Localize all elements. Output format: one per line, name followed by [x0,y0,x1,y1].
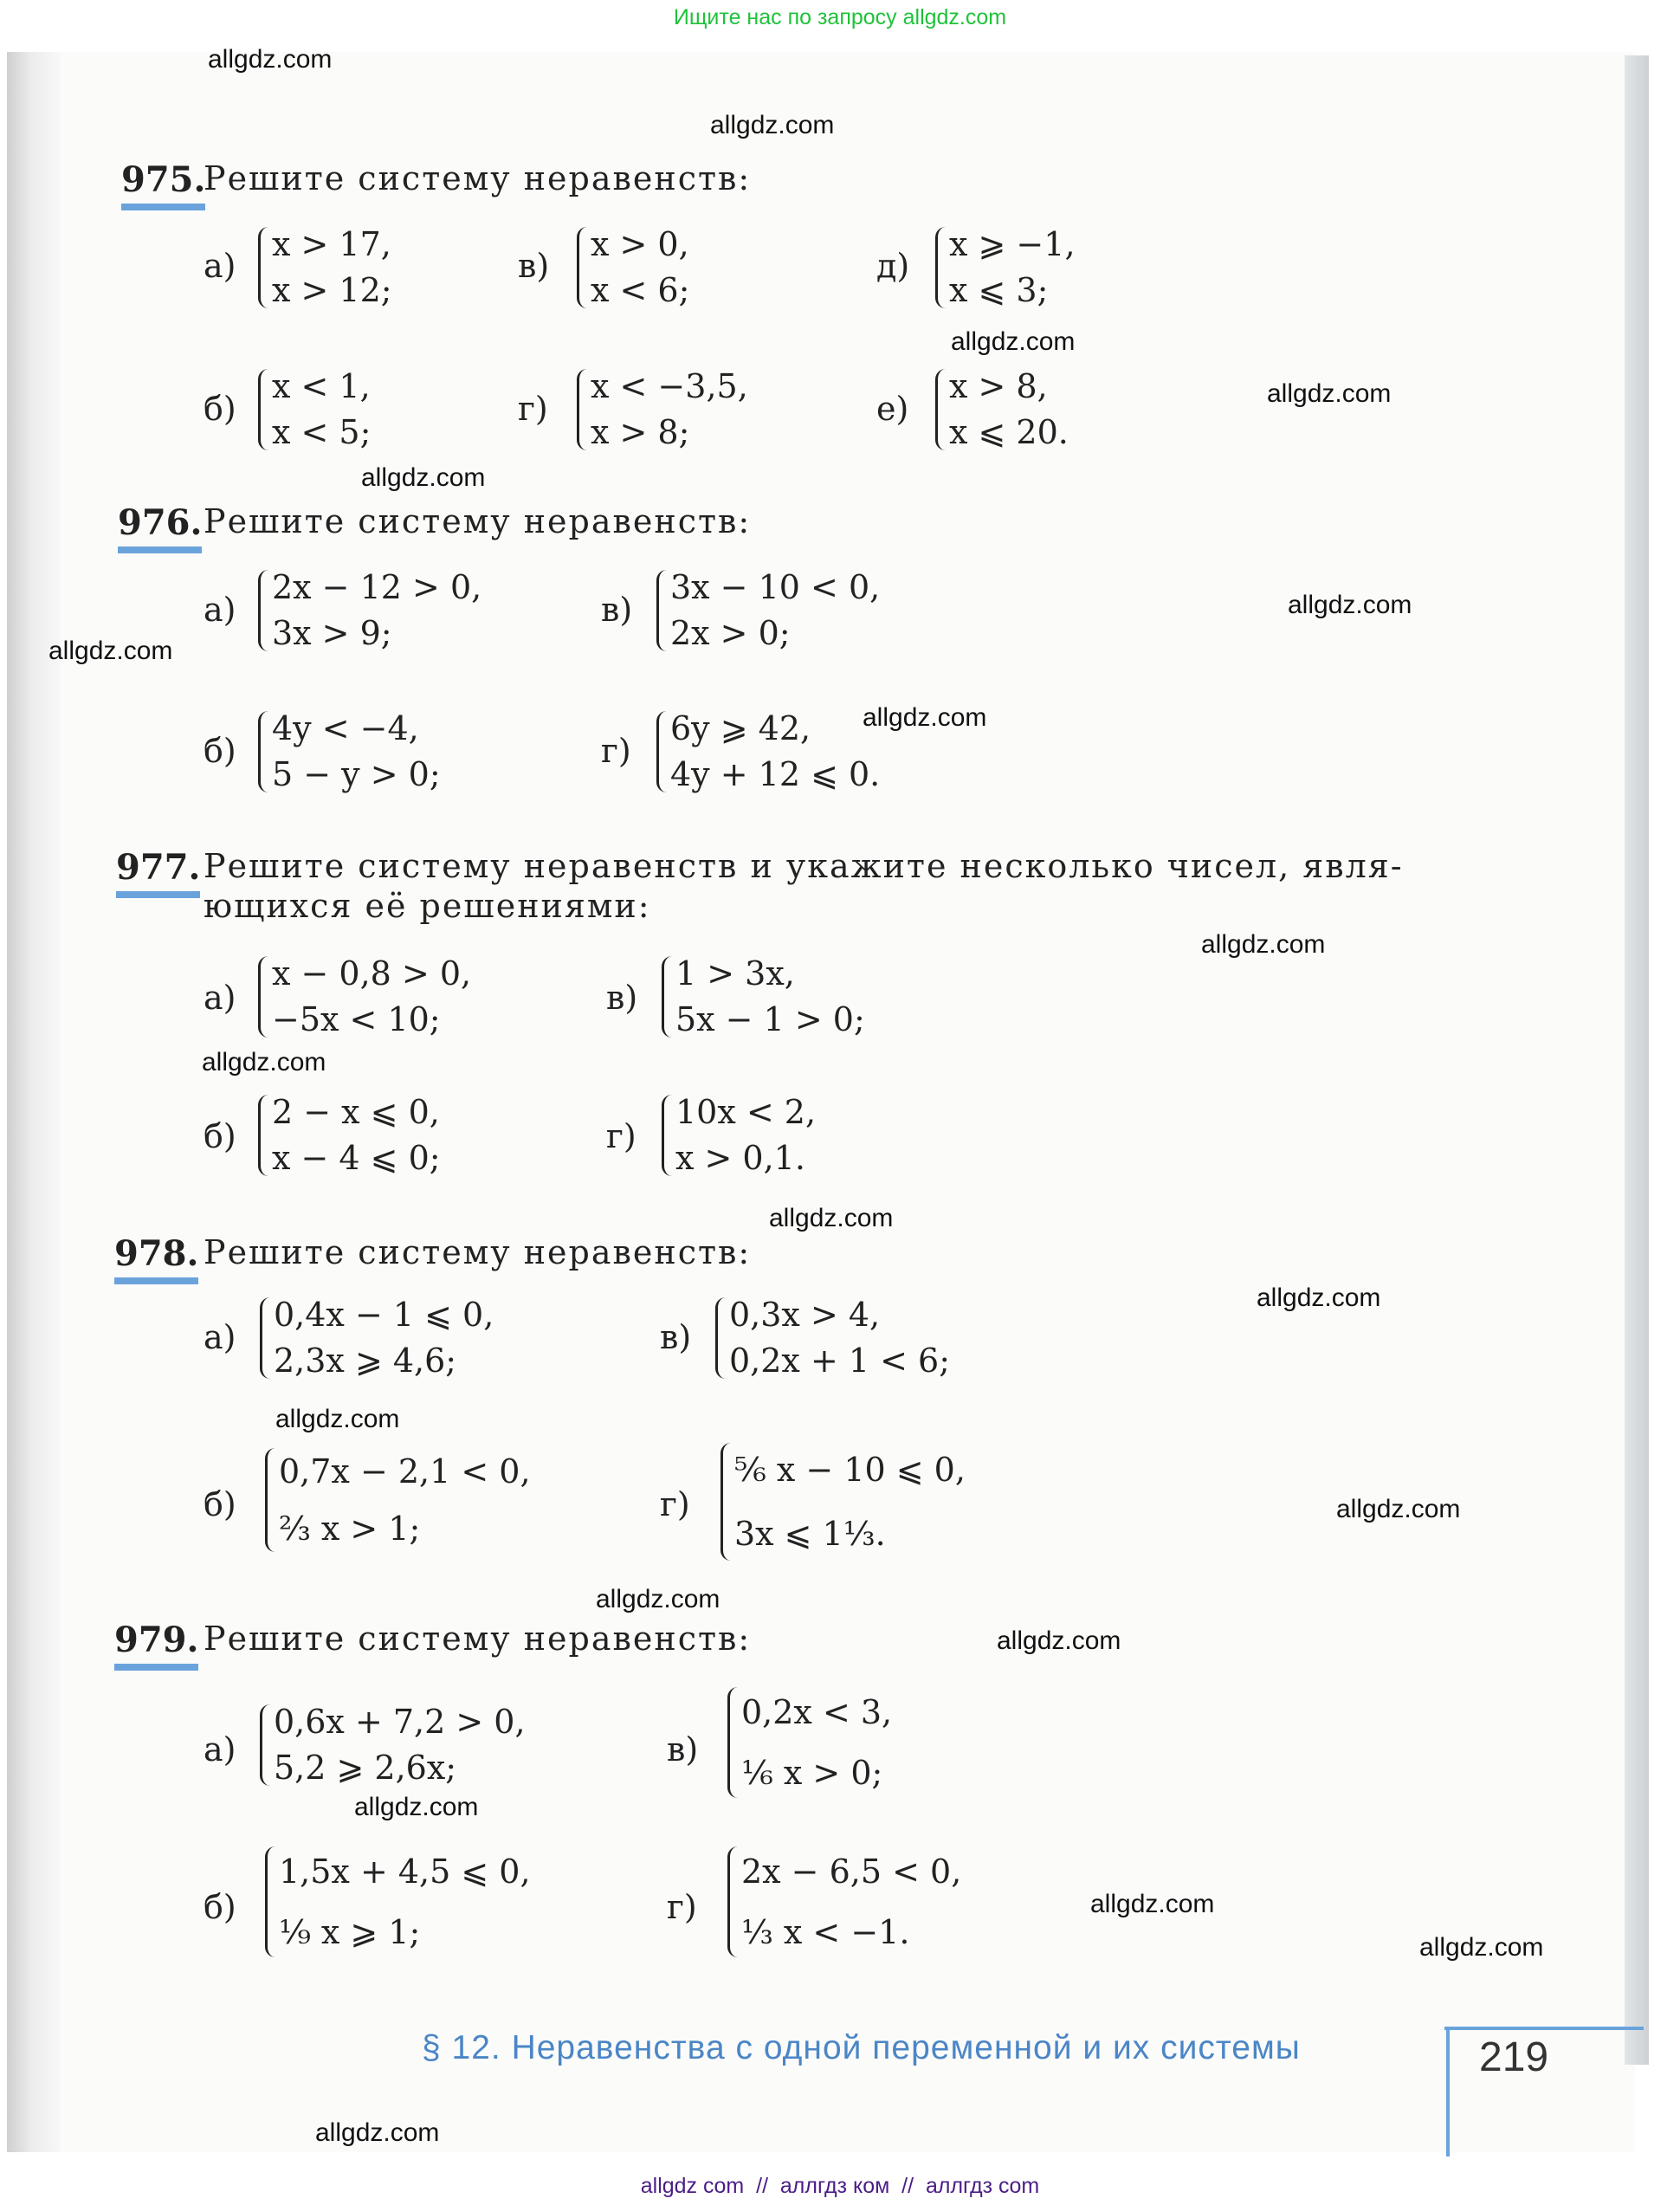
inequality-system: 2x − 12 > 0, 3x > 9; [256,565,481,656]
watermark: allgdz.com [997,1626,1121,1655]
problem-number: 975. [121,159,205,200]
inequality-system: x > 17, x > 12; [256,222,392,314]
watermark: allgdz.com [354,1793,479,1821]
inequality-system: x > 0, x < 6; [575,222,689,314]
page-right-edge [1625,55,1649,2065]
problem-number: 979. [114,1620,198,1660]
inequality-system: 0,3x > 4, 0,2x + 1 < 6; [714,1292,950,1384]
item-label: в) [606,979,638,1017]
footer-divider [1446,2028,1450,2157]
problem-statement: Решите систему неравенств: [204,1620,752,1658]
inequality-system: x ⩾ −1, x ⩽ 3; [934,222,1076,314]
inequality-system: 2 − x ⩽ 0, x − 4 ⩽ 0; [256,1090,441,1181]
inequality-system: 0,2x < 3, ¹⁄₆ x > 0; [726,1682,892,1803]
item-label: б) [204,390,236,428]
watermark: allgdz.com [1336,1495,1461,1523]
inequality-system: 0,4x − 1 ⩽ 0, 2,3x ⩾ 4,6; [258,1292,494,1384]
item-label: а) [204,591,236,629]
inequality-system: 1,5x + 4,5 ⩽ 0, ¹⁄₉ x ⩾ 1; [263,1841,531,1963]
item-label: б) [204,732,236,770]
inequality-system: 6y ⩾ 42, 4y + 12 ⩽ 0. [655,706,880,798]
item-label: а) [204,1318,236,1356]
footer-rule [1444,2027,1644,2030]
item-label: б) [204,1117,236,1155]
item-label: в) [518,247,550,285]
item-label: г) [667,1888,697,1926]
item-label: в) [667,1730,699,1769]
inequality-system: 10x < 2, x > 0,1. [660,1090,816,1181]
item-label: б) [204,1485,236,1523]
inequality-system: 0,7x − 2,1 < 0, ²⁄₃ x > 1; [263,1443,531,1557]
inequality-system: 0,6x + 7,2 > 0, 5,2 ⩾ 2,6x; [258,1699,526,1791]
watermark: allgdz.com [1288,591,1412,619]
page-number: 219 [1479,2034,1549,2080]
inequality-system: 3x − 10 < 0, 2x > 0; [655,565,880,656]
inequality-system: ⁵⁄₆ x − 10 ⩽ 0, 3x ⩽ 1¹⁄₃. [719,1438,966,1566]
inequality-system: 4y < −4, 5 − y > 0; [256,706,441,798]
item-label: д) [876,247,910,285]
problem-number: 978. [114,1233,198,1274]
watermark: allgdz.com [208,45,333,74]
watermark: allgdz.com [1257,1284,1381,1312]
item-label: г) [606,1117,636,1155]
watermark: allgdz.com [769,1204,894,1232]
watermark: allgdz.com [710,111,835,139]
watermark: allgdz.com [1090,1890,1215,1918]
section-title: § 12. Неравенства с одной переменной и их системы [422,2029,1301,2066]
watermark: allgdz.com [1201,930,1326,959]
watermark: allgdz.com [1419,1933,1544,1962]
watermark: allgdz.com [596,1585,720,1613]
inequality-system: x − 0,8 > 0, −5x < 10; [256,951,471,1043]
textbook-page [7,52,1635,2152]
item-label: в) [601,591,633,629]
problem-number: 977. [116,847,200,888]
problem-statement: Решите систему неравенств: [204,159,752,197]
top-banner[interactable]: Ищите нас по запросу allgdz.com [673,5,1007,29]
inequality-system: x > 8, x ⩽ 20. [934,364,1069,456]
problem-statement: Решите систему неравенств: [204,502,752,540]
problem-number: 976. [118,502,202,543]
problem-statement-cont: ющихся её решениями: [204,887,651,925]
item-label: а) [204,979,236,1017]
item-label: г) [660,1485,690,1523]
inequality-system: 2x − 6,5 < 0, ¹⁄₃ x < −1. [726,1841,961,1963]
item-label: в) [660,1318,692,1356]
item-label: а) [204,247,236,285]
watermark: allgdz.com [1267,379,1392,408]
watermark: allgdz.com [951,327,1076,356]
inequality-system: x < −3,5, x > 8; [575,364,748,456]
watermark: allgdz.com [361,463,486,492]
problem-statement: Решите систему неравенств: [204,1233,752,1271]
inequality-system: 1 > 3x, 5x − 1 > 0; [660,951,865,1043]
item-label: б) [204,1888,236,1926]
problem-statement: Решите систему неравенств и укажите несколько чисел, явля- [204,847,1404,885]
bottom-banner[interactable]: allgdz com // аллгдз ком // аллгдз com [640,2174,1040,2198]
watermark: allgdz.com [275,1405,400,1433]
watermark: allgdz.com [863,703,987,732]
page-spine-shadow [7,52,61,2152]
item-label: г) [601,732,631,770]
watermark: allgdz.com [315,2118,440,2147]
watermark: allgdz.com [48,637,173,665]
item-label: а) [204,1730,236,1769]
inequality-system: x < 1, x < 5; [256,364,371,456]
watermark: allgdz.com [202,1048,326,1077]
item-label: г) [518,390,548,428]
item-label: е) [876,390,909,428]
